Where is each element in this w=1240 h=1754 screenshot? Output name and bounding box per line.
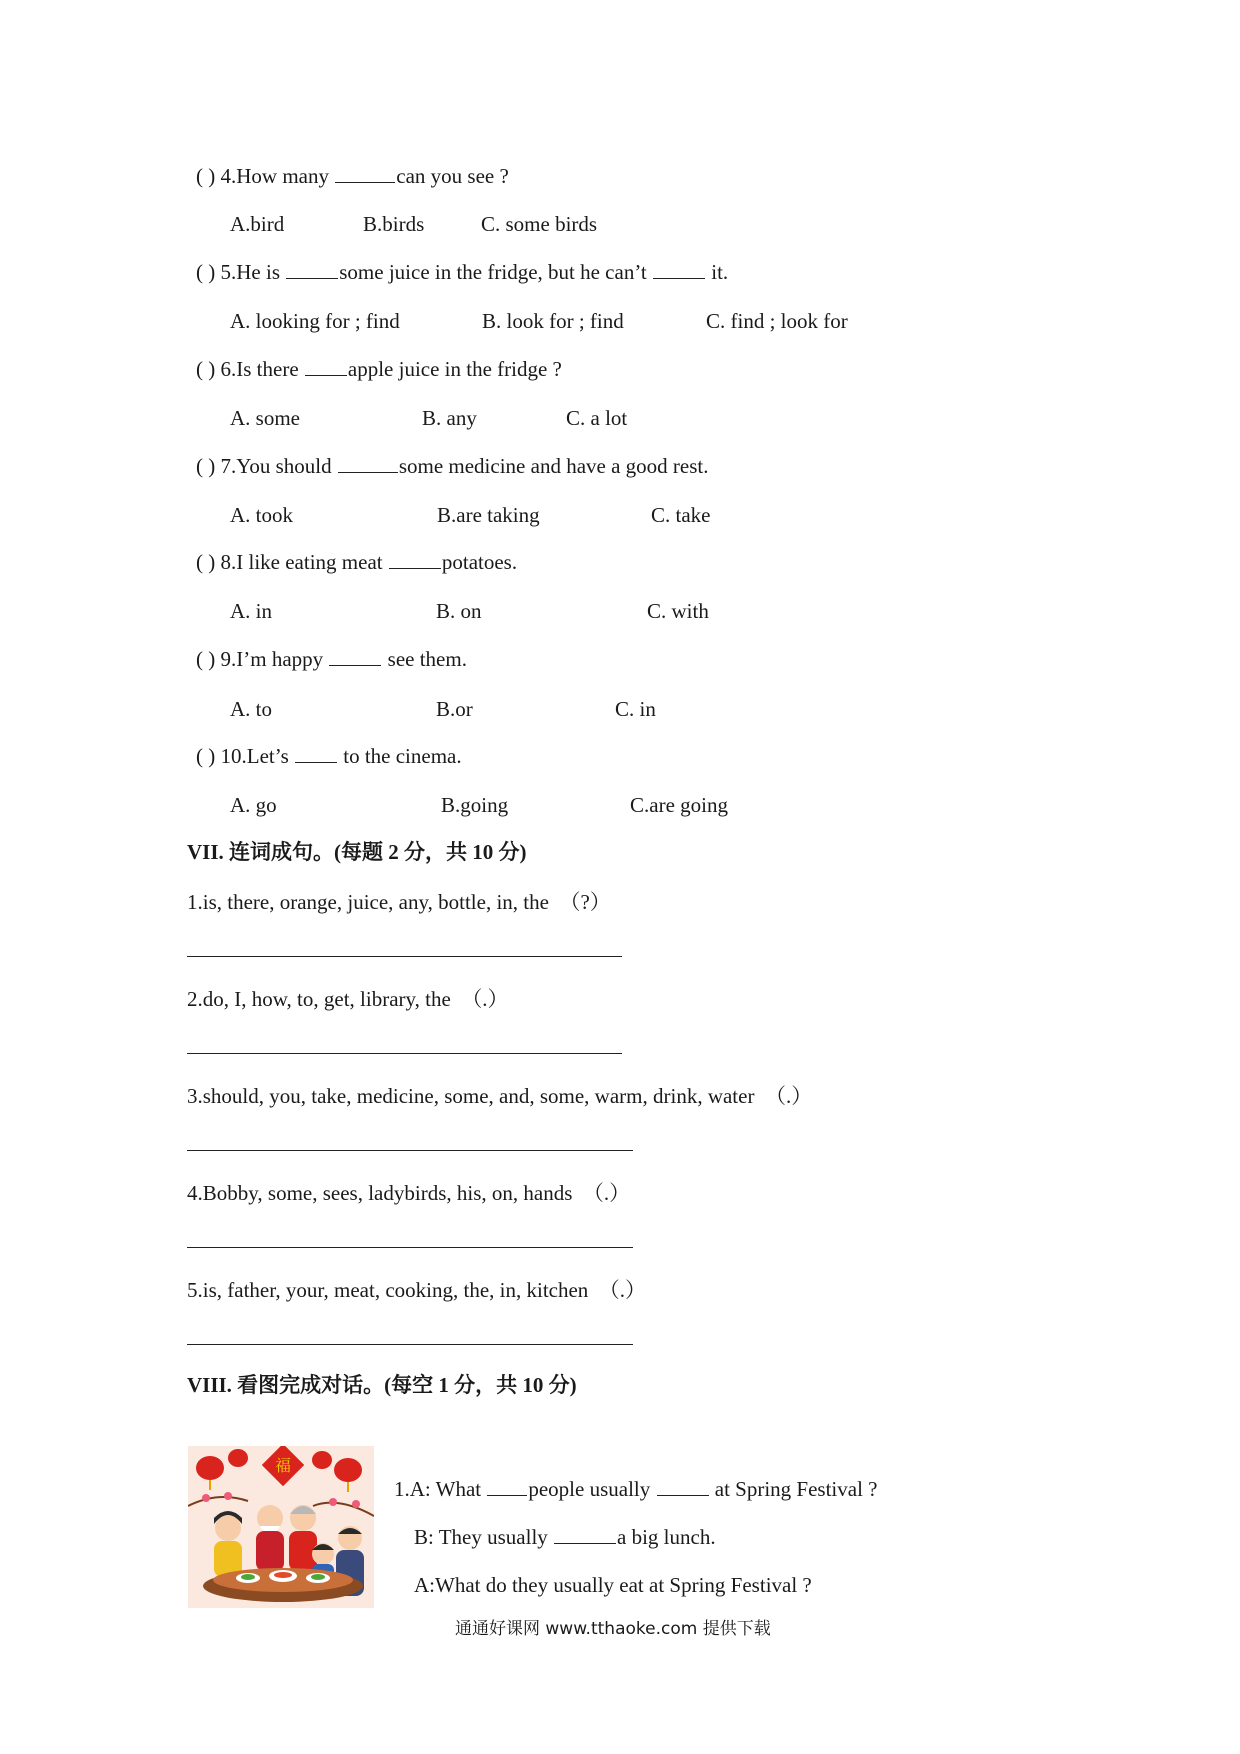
answer-blank[interactable] bbox=[286, 276, 338, 279]
option-a: A. to bbox=[230, 697, 272, 721]
section-8-title: VIII. 看图完成对话。(每空 1 分，共 10 分) bbox=[187, 1373, 577, 1397]
answer-line-1[interactable] bbox=[187, 956, 622, 957]
answer-blank[interactable] bbox=[389, 566, 441, 569]
question-6: ( ) 6.Is there apple juice in the fridge ? bbox=[196, 357, 562, 381]
svg-text:福: 福 bbox=[274, 1456, 292, 1475]
answer-paren: ( ) bbox=[196, 357, 216, 381]
option-b: B.or bbox=[436, 697, 473, 721]
footer-watermark: 通通好课网 www.tthaoke.com 提供下载 bbox=[455, 1619, 771, 1639]
question-5: ( ) 5.He is some juice in the fridge, but he can’t it. bbox=[196, 260, 729, 284]
answer-blank[interactable] bbox=[295, 760, 337, 763]
option-b: B. any bbox=[422, 406, 477, 430]
question-9: ( ) 9.I’m happy see them. bbox=[196, 647, 467, 671]
option-b: B. on bbox=[436, 599, 482, 623]
option-a: A.bird bbox=[230, 212, 285, 236]
option-b: B.going bbox=[441, 793, 509, 817]
spring-festival-family-dinner-illustration bbox=[188, 1446, 374, 1608]
option-b: B.birds bbox=[363, 212, 425, 236]
dialogue-1-b: B: They usually a big lunch. bbox=[414, 1525, 716, 1549]
option-a: A. some bbox=[230, 406, 300, 430]
option-a: A. in bbox=[230, 599, 272, 623]
option-b: B.are taking bbox=[437, 503, 540, 527]
option-c: C. find ; look for bbox=[706, 309, 848, 333]
answer-blank[interactable] bbox=[657, 1493, 709, 1496]
option-c: C. take bbox=[651, 503, 711, 527]
answer-paren: ( ) bbox=[196, 744, 216, 768]
answer-blank[interactable] bbox=[653, 276, 705, 279]
answer-blank[interactable] bbox=[554, 1541, 616, 1544]
option-c: C. in bbox=[615, 697, 656, 721]
answer-blank[interactable] bbox=[335, 180, 395, 183]
option-a: A. looking for ; find bbox=[230, 309, 400, 333]
answer-line-4[interactable] bbox=[187, 1247, 633, 1248]
reorder-item-4: 4.Bobby, some, sees, ladybirds, his, on, hands （.） bbox=[187, 1181, 631, 1205]
dialogue-1-a: 1.A: What people usually at Spring Festival ? bbox=[394, 1477, 878, 1501]
answer-paren: ( ) bbox=[196, 550, 216, 574]
option-a: A. go bbox=[230, 793, 277, 817]
option-c: C. with bbox=[647, 599, 709, 623]
answer-line-3[interactable] bbox=[187, 1150, 633, 1151]
answer-blank[interactable] bbox=[329, 663, 381, 666]
answer-line-5[interactable] bbox=[187, 1344, 633, 1345]
reorder-item-2: 2.do, I, how, to, get, library, the （.） bbox=[187, 987, 509, 1011]
answer-blank[interactable] bbox=[338, 470, 398, 473]
reorder-item-1: 1.is, there, orange, juice, any, bottle, in, the （?） bbox=[187, 890, 611, 914]
reorder-item-3: 3.should, you, take, medicine, some, and, some, warm, drink, water （.） bbox=[187, 1084, 813, 1108]
answer-paren: ( ) bbox=[196, 454, 216, 478]
question-7: ( ) 7.You should some medicine and have a good rest. bbox=[196, 454, 709, 478]
question-10: ( ) 10.Let’s to the cinema. bbox=[196, 744, 462, 768]
answer-paren: ( ) bbox=[196, 260, 216, 284]
answer-blank[interactable] bbox=[305, 373, 347, 376]
question-8: ( ) 8.I like eating meat potatoes. bbox=[196, 550, 518, 574]
option-c: C. some birds bbox=[481, 212, 598, 236]
answer-paren: ( ) bbox=[196, 647, 216, 671]
answer-blank[interactable] bbox=[487, 1493, 527, 1496]
section-7-title: VII. 连词成句。(每题 2 分，共 10 分) bbox=[187, 840, 527, 864]
dialogue-1-a2: A:What do they usually eat at Spring Festival ? bbox=[414, 1573, 812, 1597]
option-c: C. a lot bbox=[566, 406, 628, 430]
option-b: B. look for ; find bbox=[482, 309, 624, 333]
question-4: ( ) 4.How many can you see ? bbox=[196, 164, 509, 188]
option-a: A. took bbox=[230, 503, 293, 527]
option-c: C.are going bbox=[630, 793, 728, 817]
answer-line-2[interactable] bbox=[187, 1053, 622, 1054]
answer-paren: ( ) bbox=[196, 164, 216, 188]
reorder-item-5: 5.is, father, your, meat, cooking, the, in, kitchen （.） bbox=[187, 1278, 647, 1302]
